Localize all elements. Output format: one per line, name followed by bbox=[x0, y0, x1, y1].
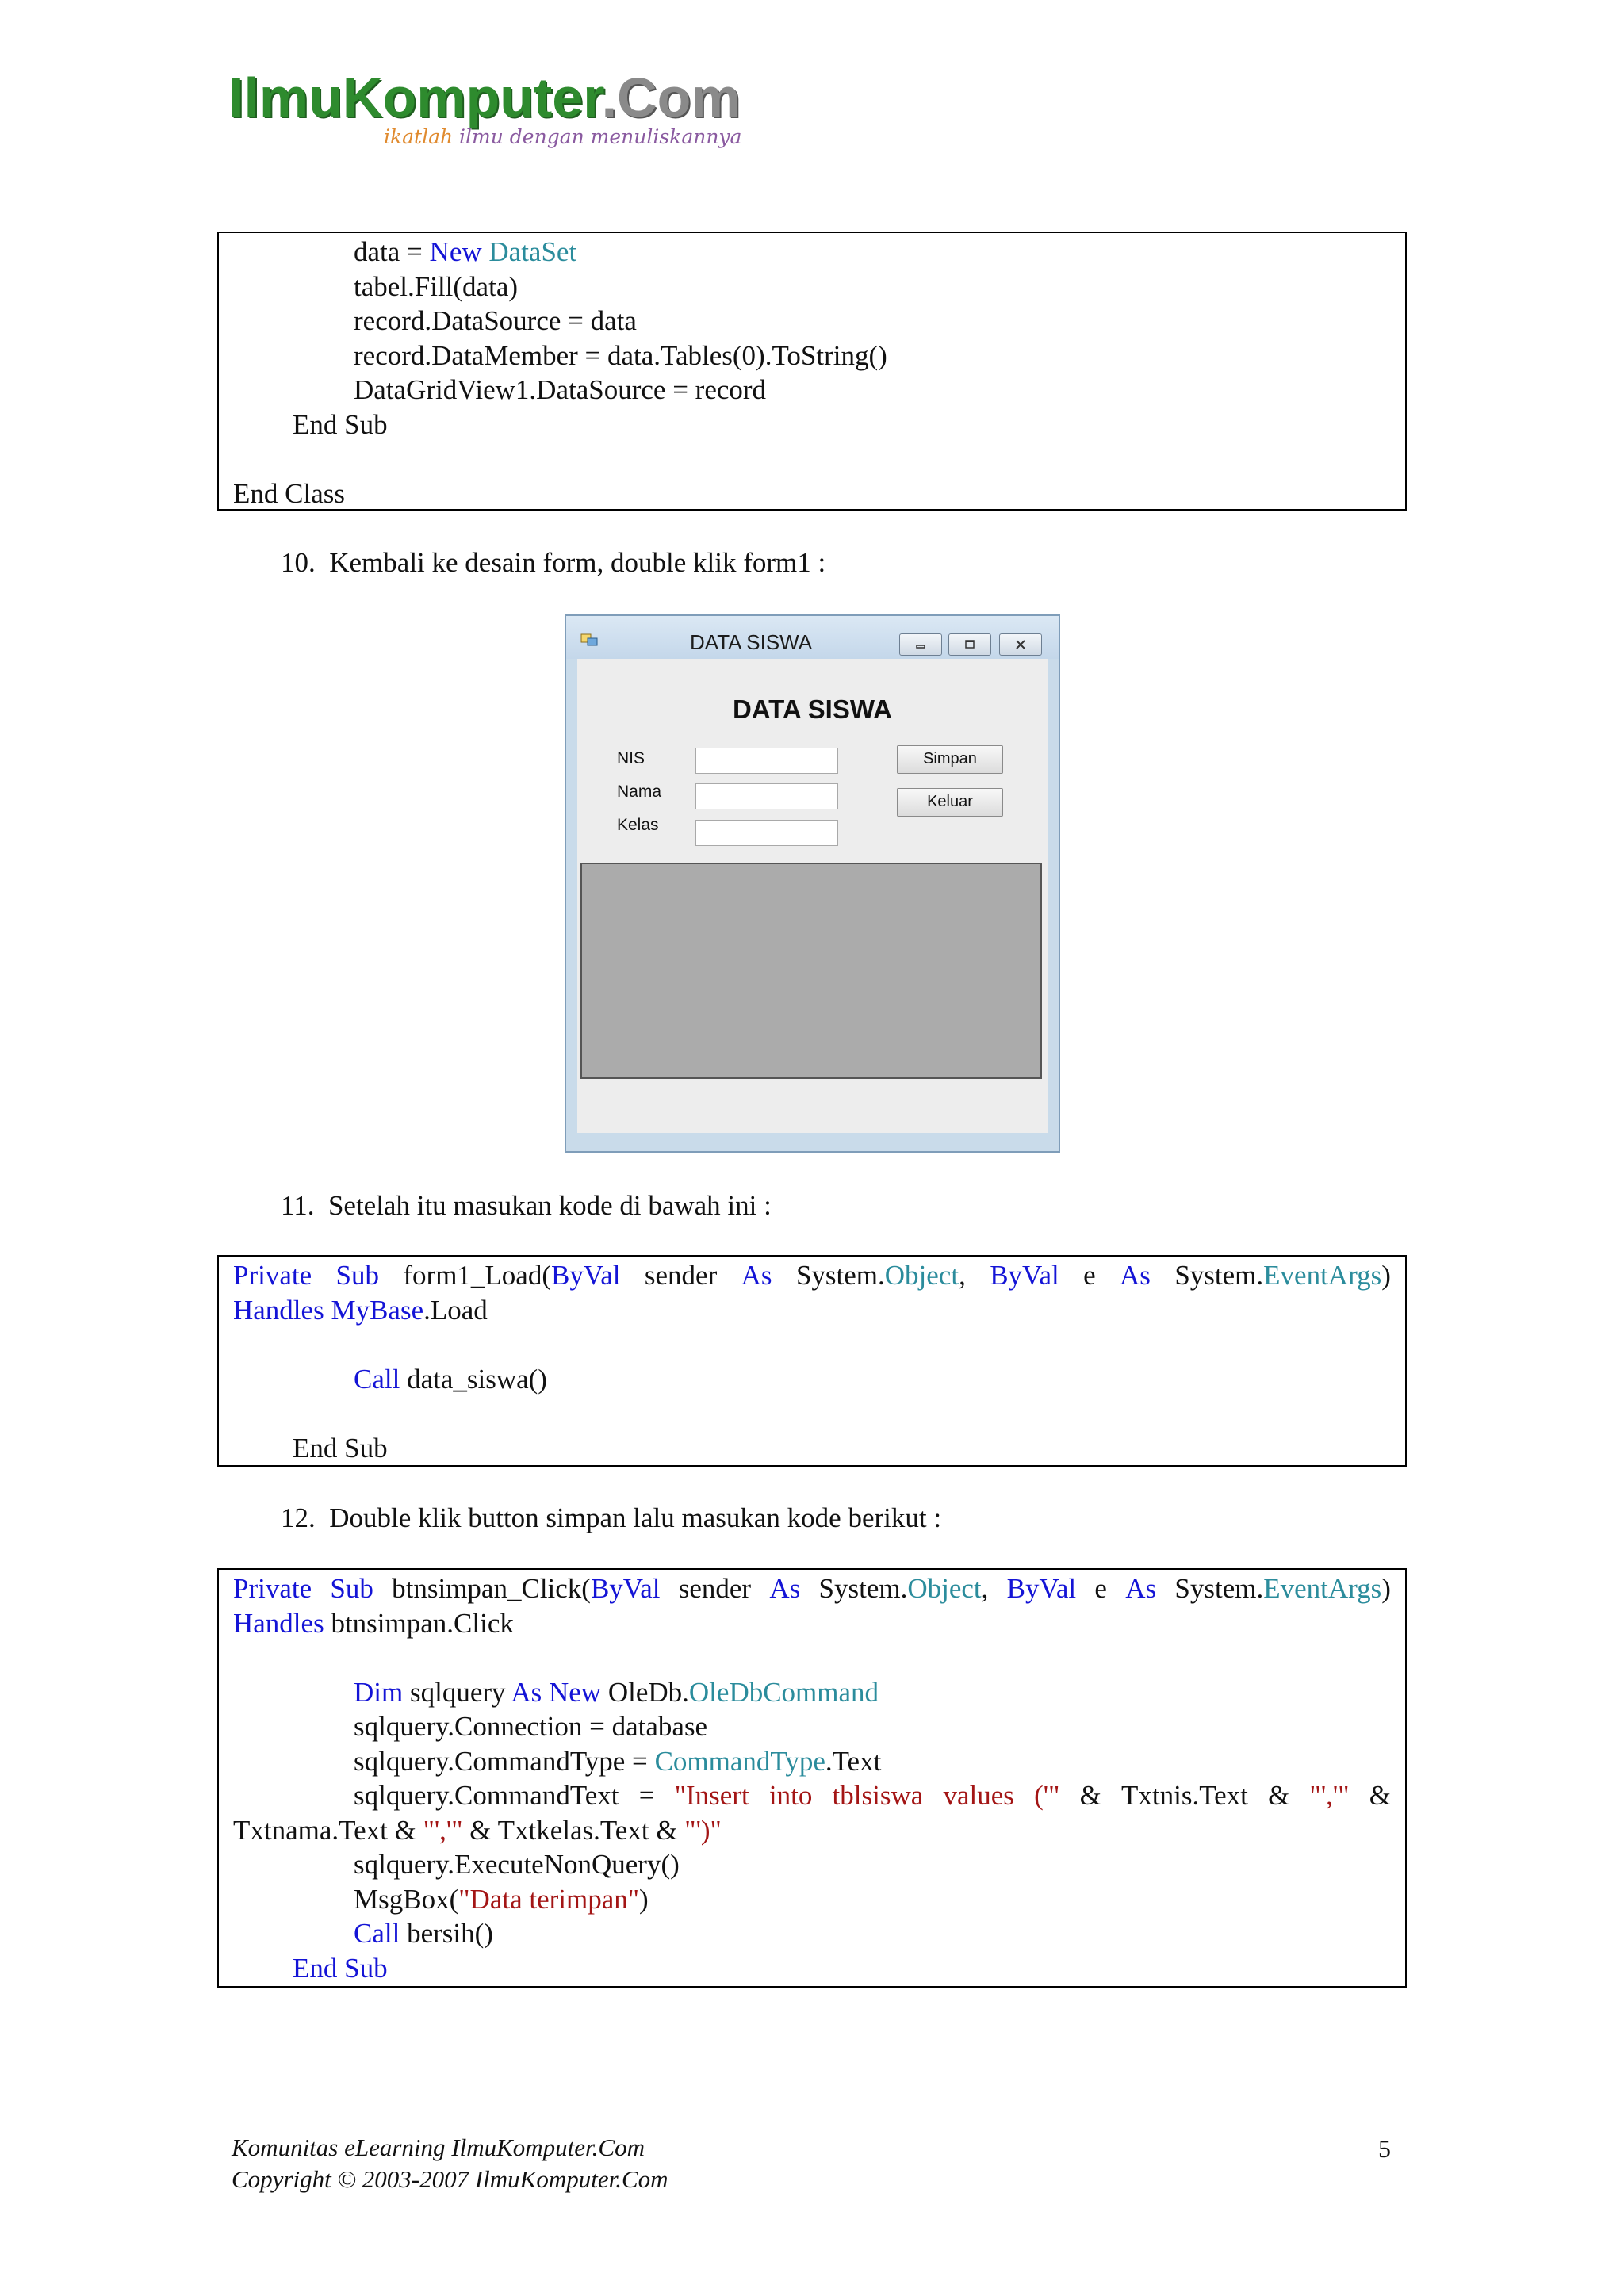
form-client-area bbox=[577, 659, 1048, 1133]
footer-line-2: Copyright © 2003-2007 IlmuKomputer.Com bbox=[232, 2165, 668, 2193]
code-keyword: Call bbox=[354, 1918, 400, 1949]
code-string: tblsiswa bbox=[832, 1780, 924, 1811]
close-icon bbox=[1013, 637, 1028, 652]
code-line: sqlquery.ExecuteNonQuery() bbox=[354, 1849, 680, 1880]
code-text: e bbox=[1083, 1260, 1096, 1291]
label-nama: Nama bbox=[617, 783, 662, 801]
code-line: DataGridView1.DataSource = record bbox=[354, 374, 767, 405]
simpan-button[interactable]: Simpan bbox=[897, 745, 1003, 774]
page-number: 5 bbox=[1378, 2134, 1391, 2163]
code-blank-line bbox=[233, 1640, 1391, 1675]
code-type: EventArgs bbox=[1263, 1573, 1382, 1604]
logo-main-text: IlmuKomputer bbox=[228, 67, 602, 128]
code-text: OleDb. bbox=[601, 1676, 689, 1708]
code-line bbox=[233, 1813, 1391, 1848]
code-keyword: ByVal bbox=[590, 1573, 661, 1604]
maximize-button[interactable] bbox=[948, 633, 991, 656]
code-line: sqlquery.Connection = database bbox=[354, 1711, 708, 1742]
code-text: .Text bbox=[825, 1745, 882, 1777]
code-text: data = bbox=[354, 236, 430, 267]
code-type: CommandType bbox=[654, 1745, 825, 1777]
code-block-2 bbox=[217, 1255, 1407, 1467]
code-line bbox=[233, 1606, 1391, 1641]
code-keyword: ByVal bbox=[551, 1260, 621, 1291]
code-string: "Data terimpan" bbox=[458, 1883, 640, 1915]
code-keyword: MyBase bbox=[331, 1294, 424, 1326]
code-line bbox=[233, 1916, 1391, 1951]
logo-tagline bbox=[384, 124, 741, 151]
code-text: e bbox=[1094, 1573, 1107, 1604]
code-blank-line bbox=[233, 442, 1391, 476]
code-text: ) bbox=[1381, 1573, 1391, 1604]
code-string: ('" bbox=[1034, 1780, 1060, 1811]
code-keyword: Handles bbox=[233, 1607, 324, 1639]
logo-tagline-part1: ikatlah bbox=[384, 125, 460, 148]
step-11 bbox=[281, 1188, 772, 1223]
code-line: tabel.Fill(data) bbox=[354, 270, 519, 302]
code-string: "')" bbox=[684, 1814, 722, 1846]
code-keyword: New bbox=[549, 1676, 602, 1708]
minimize-icon bbox=[913, 637, 929, 652]
code-line bbox=[233, 1778, 1391, 1813]
code-text: ) bbox=[1381, 1260, 1391, 1291]
label-nis: NIS bbox=[617, 749, 645, 767]
code-string: into bbox=[768, 1780, 813, 1811]
code-text bbox=[542, 1677, 549, 1708]
code-text: , bbox=[959, 1260, 966, 1291]
code-line: End Sub bbox=[293, 408, 388, 440]
code-type: OleDbCommand bbox=[688, 1676, 879, 1708]
code-line bbox=[233, 1675, 1391, 1710]
code-keyword: Sub bbox=[330, 1573, 373, 1604]
code-line: record.DataMember = data.Tables(0).ToString() bbox=[354, 339, 887, 371]
code-text: & bbox=[1369, 1780, 1391, 1811]
code-text: System. bbox=[795, 1260, 885, 1291]
code-type: Object bbox=[907, 1573, 982, 1604]
code-text: Txtnis.Text bbox=[1121, 1780, 1248, 1811]
code-line bbox=[233, 1362, 1391, 1397]
code-keyword: Handles bbox=[233, 1294, 324, 1326]
code-type: EventArgs bbox=[1263, 1260, 1382, 1291]
code-text: MsgBox( bbox=[354, 1883, 459, 1915]
nis-textbox[interactable] bbox=[695, 748, 838, 774]
code-keyword: As bbox=[1125, 1573, 1157, 1604]
code-text: data_siswa() bbox=[400, 1363, 547, 1395]
code-text: sqlquery.CommandText bbox=[354, 1780, 619, 1811]
data-grid-view[interactable] bbox=[580, 863, 1042, 1079]
code-text: & bbox=[1268, 1780, 1290, 1811]
minimize-button[interactable] bbox=[899, 633, 942, 656]
code-text: btnsimpan_Click( bbox=[392, 1573, 591, 1604]
code-line bbox=[233, 1744, 1391, 1779]
code-keyword: Private bbox=[233, 1573, 312, 1604]
logo-tagline-part2: ilmu dengan menuliskannya bbox=[459, 125, 742, 148]
code-string: values bbox=[943, 1780, 1014, 1811]
close-button[interactable] bbox=[999, 633, 1042, 656]
window-titlebar bbox=[566, 616, 1059, 659]
code-keyword: Dim bbox=[354, 1676, 404, 1708]
code-line: End Sub bbox=[293, 1952, 388, 1984]
code-text: sqlquery.CommandType = bbox=[354, 1745, 655, 1777]
site-logo bbox=[228, 62, 742, 157]
step-number: 12. bbox=[281, 1502, 316, 1533]
code-text: sender bbox=[644, 1260, 718, 1291]
code-text: sqlquery bbox=[403, 1676, 511, 1708]
window-bottom-border bbox=[566, 1133, 1059, 1151]
step-text: Setelah itu masukan kode di bawah ini : bbox=[327, 1190, 772, 1221]
page-footer bbox=[232, 2132, 668, 2195]
code-text: form1_Load( bbox=[403, 1260, 551, 1291]
code-line bbox=[233, 235, 1391, 270]
keluar-button[interactable]: Keluar bbox=[897, 788, 1003, 817]
code-line: record.DataSource = data bbox=[354, 305, 637, 336]
code-string: "Insert bbox=[674, 1780, 749, 1811]
step-text: Kembali ke desain form, double klik form1 : bbox=[329, 547, 826, 578]
app-icon bbox=[580, 633, 598, 646]
code-blank-line bbox=[233, 1396, 1391, 1431]
code-keyword: New bbox=[429, 236, 482, 267]
code-type: Object bbox=[884, 1260, 959, 1291]
logo-dotcom-text: .Com bbox=[601, 67, 741, 128]
code-text: Txtnama.Text & bbox=[233, 1814, 423, 1846]
code-text: sender bbox=[678, 1573, 752, 1604]
code-keyword: Call bbox=[354, 1363, 400, 1395]
code-text: , bbox=[981, 1573, 989, 1604]
code-text: System. bbox=[1174, 1260, 1264, 1291]
code-string: "','" bbox=[423, 1814, 463, 1846]
code-keyword: ByVal bbox=[1006, 1573, 1077, 1604]
kelas-textbox[interactable] bbox=[695, 820, 838, 846]
code-blank-line bbox=[233, 1327, 1391, 1362]
label-kelas: Kelas bbox=[617, 816, 659, 834]
code-text: .Load bbox=[423, 1294, 488, 1326]
code-type: DataSet bbox=[488, 236, 577, 267]
code-line: End Sub bbox=[293, 1432, 388, 1464]
code-line bbox=[233, 1293, 1391, 1328]
code-keyword: As bbox=[769, 1573, 801, 1604]
code-keyword: ByVal bbox=[990, 1260, 1059, 1291]
maximize-icon bbox=[962, 637, 978, 652]
code-string: "','" bbox=[1309, 1780, 1350, 1811]
window-title: DATA SISWA bbox=[690, 630, 813, 654]
code-keyword: Sub bbox=[335, 1260, 379, 1291]
code-keyword: Private bbox=[233, 1260, 312, 1291]
code-text: bersih() bbox=[400, 1918, 493, 1949]
code-block-3 bbox=[217, 1568, 1407, 1988]
code-text: System. bbox=[818, 1573, 908, 1604]
code-block-1 bbox=[217, 232, 1407, 511]
step-10 bbox=[281, 545, 825, 580]
code-line bbox=[233, 1571, 1391, 1606]
form-heading: DATA SISWA bbox=[732, 695, 893, 724]
code-keyword: As bbox=[511, 1676, 542, 1708]
code-text: ) bbox=[639, 1883, 649, 1915]
nama-textbox[interactable] bbox=[695, 783, 838, 809]
code-text: & bbox=[1079, 1780, 1101, 1811]
code-line bbox=[233, 1882, 1391, 1917]
form-window-screenshot bbox=[565, 614, 1060, 1153]
code-keyword: As bbox=[741, 1260, 772, 1291]
code-text: System. bbox=[1174, 1573, 1264, 1604]
step-number: 10. bbox=[281, 547, 316, 578]
code-keyword: As bbox=[1120, 1260, 1151, 1291]
logo-wordmark bbox=[228, 62, 741, 133]
step-text: Double klik button simpan lalu masukan kode berikut : bbox=[329, 1502, 942, 1533]
step-number: 11. bbox=[281, 1190, 315, 1221]
code-line: End Class bbox=[233, 477, 345, 509]
code-line bbox=[233, 1258, 1391, 1293]
code-text: btnsimpan.Click bbox=[324, 1607, 514, 1639]
code-text: & Txtkelas.Text & bbox=[462, 1814, 685, 1846]
code-text: = bbox=[638, 1780, 655, 1811]
footer-line-1: Komunitas eLearning IlmuKomputer.Com bbox=[232, 2133, 645, 2161]
step-12 bbox=[281, 1501, 941, 1536]
